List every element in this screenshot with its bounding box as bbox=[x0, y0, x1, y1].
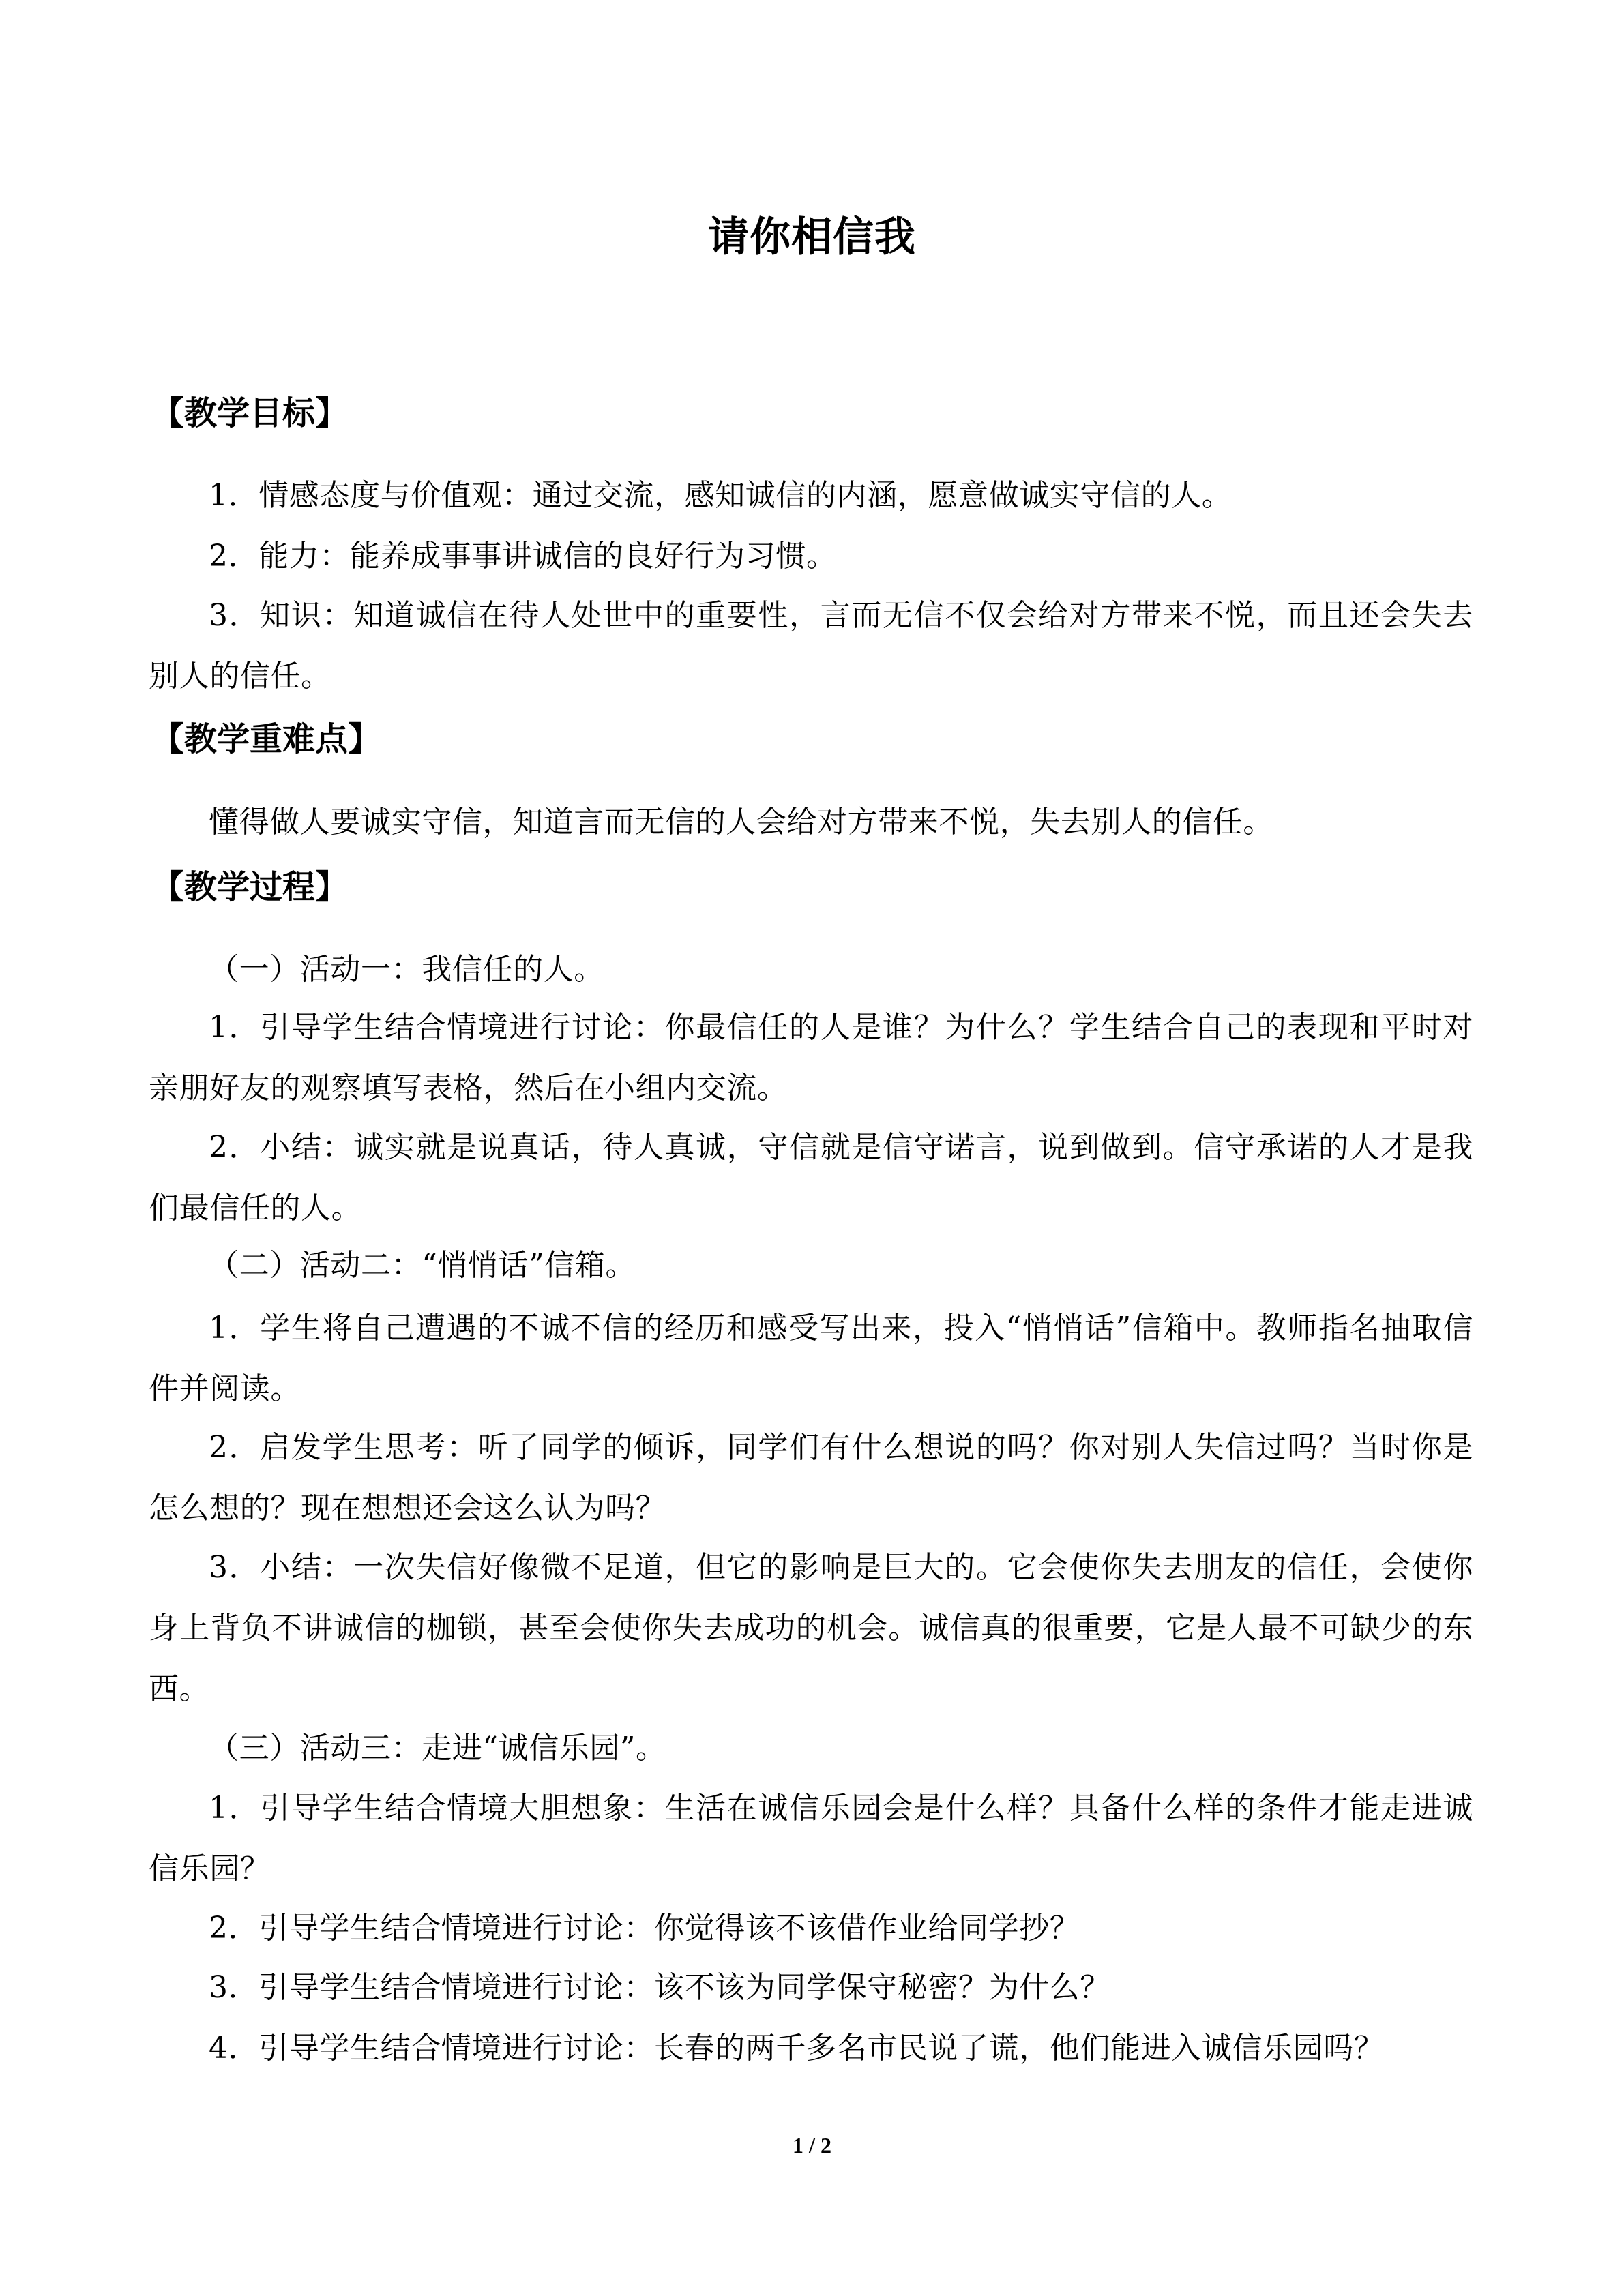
document-title: 请你相信我 bbox=[708, 213, 916, 261]
key-points-text: 懂得做人要诚实守信，知道言而无信的人会给对方带来不悦，失去别人的信任。 bbox=[209, 805, 1273, 839]
process-paragraph: 1．学生将自己遭遇的不诚不信的经历和感受写出来，投入“悄悄话”信箱中。教师指名抽取信件并阅读。 bbox=[149, 1311, 1473, 1406]
process-paragraph: 4．引导学生结合情境进行讨论：长春的两千多名市民说了谎，他们能进入诚信乐园吗？ bbox=[209, 2031, 1385, 2066]
process-paragraph: 3．引导学生结合情境进行讨论：该不该为同学保守秘密？为什么？ bbox=[209, 1970, 1110, 2005]
process-paragraph: 1．引导学生结合情境进行讨论：你最信任的人是谁？为什么？学生结合自己的表现和平时对亲朋好友的观察填写表格，然后在小组内交流。 bbox=[149, 1010, 1473, 1105]
process-paragraph: 2．启发学生思考：听了同学的倾诉，同学们有什么想说的吗？你对别人失信过吗？当时你是怎么想的？现在想想还会这么认为吗？ bbox=[149, 1430, 1473, 1525]
heading-process: 【教学过程】 bbox=[151, 868, 349, 906]
process-paragraph: 2．小结：诚实就是说真话，待人真诚，守信就是信守诺言，说到做到。信守承诺的人才是我们最信任的人。 bbox=[149, 1130, 1473, 1225]
process-paragraph-activity-1: （一）活动一：我信任的人。 bbox=[209, 952, 604, 987]
process-paragraph: 1．引导学生结合情境大胆想象：生活在诚信乐园会是什么样？具备什么样的条件才能走进诚信乐园？ bbox=[149, 1791, 1473, 1886]
page-number: 1 / 2 bbox=[793, 2133, 831, 2158]
process-paragraph-activity-2: （二）活动二：“悄悄话”信箱。 bbox=[209, 1248, 636, 1283]
heading-objectives: 【教学目标】 bbox=[151, 394, 349, 432]
objective-item-2: 2．能力：能养成事事讲诚信的良好行为习惯。 bbox=[209, 539, 837, 573]
objective-item-3: 3．知识：知道诚信在待人处世中的重要性，言而无信不仅会给对方带来不悦，而且还会失去别人的信任。 bbox=[149, 598, 1473, 694]
process-paragraph: 3．小结：一次失信好像微不足道，但它的影响是巨大的。它会使你失去朋友的信任，会使你身上背负不讲诚信的枷锁，甚至会使你失去成功的机会。诚信真的很重要，它是人最不可缺少的东西。 bbox=[149, 1550, 1473, 1706]
process-paragraph-activity-3: （三）活动三：走进“诚信乐园”。 bbox=[209, 1731, 666, 1765]
objective-item-1: 1．情感态度与价值观：通过交流，感知诚信的内涵，愿意做诚实守信的人。 bbox=[209, 478, 1232, 513]
heading-key-points: 【教学重难点】 bbox=[151, 720, 381, 758]
process-paragraph: 2．引导学生结合情境进行讨论：你觉得该不该借作业给同学抄？ bbox=[209, 1911, 1080, 1945]
